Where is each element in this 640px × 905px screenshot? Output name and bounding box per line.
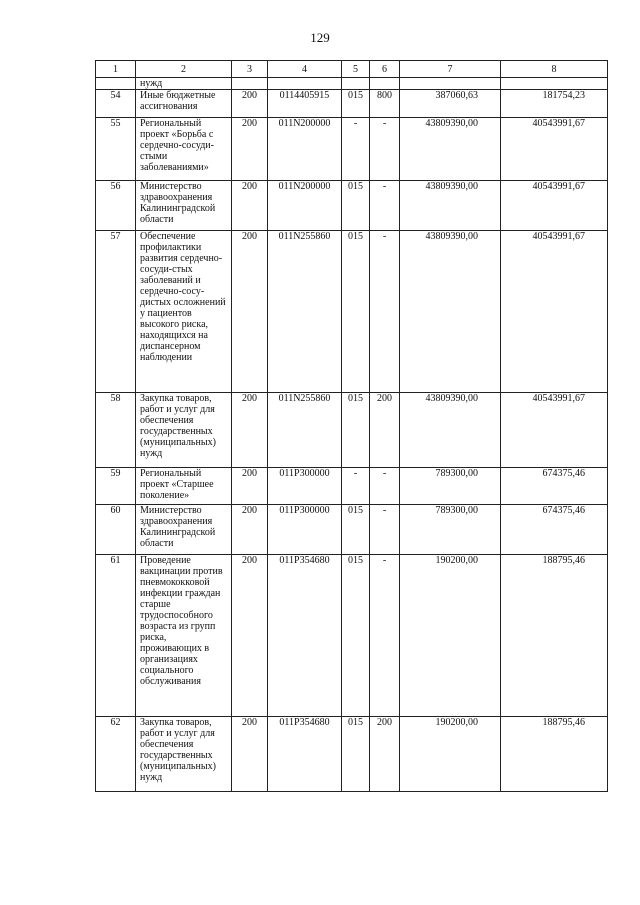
row-code: 011P354680 — [268, 717, 342, 792]
continuation-text: нужд — [136, 78, 232, 90]
row-col3: 200 — [232, 555, 268, 717]
table-row — [96, 468, 608, 505]
row-amount-fact: 40543991,67 — [501, 118, 608, 181]
row-name: Иные бюджетные ассигнования — [136, 90, 232, 118]
table-row — [96, 717, 608, 792]
column-header: 7 — [400, 61, 501, 78]
row-col6: - — [370, 181, 400, 231]
row-amount-plan: 789300,00 — [400, 505, 501, 555]
row-amount-plan: 789300,00 — [400, 468, 501, 505]
row-code: 011P354680 — [268, 555, 342, 717]
column-header: 4 — [268, 61, 342, 78]
row-code: 011P300000 — [268, 505, 342, 555]
budget-table — [95, 60, 608, 792]
row-amount-fact: 674375,46 — [501, 505, 608, 555]
row-name: Проведение вакцинации против пневмококковой инфекции граждан старше трудоспособного возраста из групп риска, проживающих в организациях социального обслуживания — [136, 555, 232, 717]
row-amount-fact: 188795,46 — [501, 717, 608, 792]
row-name: Министерство здравоохранения Калининградской области — [136, 181, 232, 231]
row-col3: 200 — [232, 468, 268, 505]
row-col5: 015 — [342, 717, 370, 792]
row-amount-plan: 43809390,00 — [400, 181, 501, 231]
column-header: 5 — [342, 61, 370, 78]
row-col5: 015 — [342, 555, 370, 717]
row-col3: 200 — [232, 90, 268, 118]
row-col5: - — [342, 468, 370, 505]
row-code: 011N200000 — [268, 118, 342, 181]
row-amount-plan: 387060,63 — [400, 90, 501, 118]
row-col5: - — [342, 118, 370, 181]
column-header: 1 — [96, 61, 136, 78]
row-col3: 200 — [232, 118, 268, 181]
row-number: 61 — [96, 555, 136, 717]
row-amount-fact: 674375,46 — [501, 468, 608, 505]
row-name: Закупка товаров, работ и услуг для обеспечения государственных (муниципальных) нужд — [136, 717, 232, 792]
row-col5: 015 — [342, 505, 370, 555]
row-amount-fact: 40543991,67 — [501, 181, 608, 231]
page-number: 129 — [310, 30, 330, 45]
row-amount-plan: 190200,00 — [400, 555, 501, 717]
row-name: Министерство здравоохранения Калининградской области — [136, 505, 232, 555]
row-code: 0114405915 — [268, 90, 342, 118]
row-col3: 200 — [232, 393, 268, 468]
column-header: 2 — [136, 61, 232, 78]
row-code: 011N255860 — [268, 393, 342, 468]
table-row — [96, 393, 608, 468]
row-col5: 015 — [342, 231, 370, 393]
row-col6: - — [370, 505, 400, 555]
row-col6: - — [370, 118, 400, 181]
row-col6: 200 — [370, 717, 400, 792]
row-number: 57 — [96, 231, 136, 393]
row-amount-plan: 190200,00 — [400, 717, 501, 792]
table-row — [96, 555, 608, 717]
row-name: Региональный проект «Старшее поколение» — [136, 468, 232, 505]
row-code: 011N200000 — [268, 181, 342, 231]
header-row — [96, 61, 608, 78]
row-name: Обеспечение профилактики развития сердечно-сосуди-стых заболеваний и сердечно-сосу-дистых осложнений у пациентов высокого риска, находящихся на диспансерном наблюдении — [136, 231, 232, 393]
row-amount-fact: 188795,46 — [501, 555, 608, 717]
table-row — [96, 181, 608, 231]
row-col6: - — [370, 555, 400, 717]
row-col3: 200 — [232, 505, 268, 555]
row-col6: - — [370, 468, 400, 505]
row-code: 011N255860 — [268, 231, 342, 393]
column-header: 8 — [501, 61, 608, 78]
row-number: 60 — [96, 505, 136, 555]
row-col3: 200 — [232, 717, 268, 792]
row-amount-fact: 40543991,67 — [501, 231, 608, 393]
row-col6: - — [370, 231, 400, 393]
row-number: 62 — [96, 717, 136, 792]
row-amount-plan: 43809390,00 — [400, 231, 501, 393]
row-number: 54 — [96, 90, 136, 118]
table-row — [96, 118, 608, 181]
table-row — [96, 231, 608, 393]
column-header: 3 — [232, 61, 268, 78]
row-amount-plan: 43809390,00 — [400, 393, 501, 468]
row-name: Закупка товаров, работ и услуг для обеспечения государственных (муниципальных) нужд — [136, 393, 232, 468]
row-col5: 015 — [342, 181, 370, 231]
row-col6: 800 — [370, 90, 400, 118]
row-col3: 200 — [232, 181, 268, 231]
row-col5: 015 — [342, 90, 370, 118]
column-header: 6 — [370, 61, 400, 78]
continuation-row — [96, 78, 608, 90]
row-number: 56 — [96, 181, 136, 231]
row-amount-fact: 181754,23 — [501, 90, 608, 118]
row-name: Региональный проект «Борьба с сердечно-сосуди-стыми заболеваниями» — [136, 118, 232, 181]
row-number: 58 — [96, 393, 136, 468]
table-row — [96, 505, 608, 555]
row-amount-fact: 40543991,67 — [501, 393, 608, 468]
table-row — [96, 90, 608, 118]
row-amount-plan: 43809390,00 — [400, 118, 501, 181]
row-number: 59 — [96, 468, 136, 505]
row-code: 011P300000 — [268, 468, 342, 505]
row-col6: 200 — [370, 393, 400, 468]
row-number: 55 — [96, 118, 136, 181]
row-col5: 015 — [342, 393, 370, 468]
row-col3: 200 — [232, 231, 268, 393]
